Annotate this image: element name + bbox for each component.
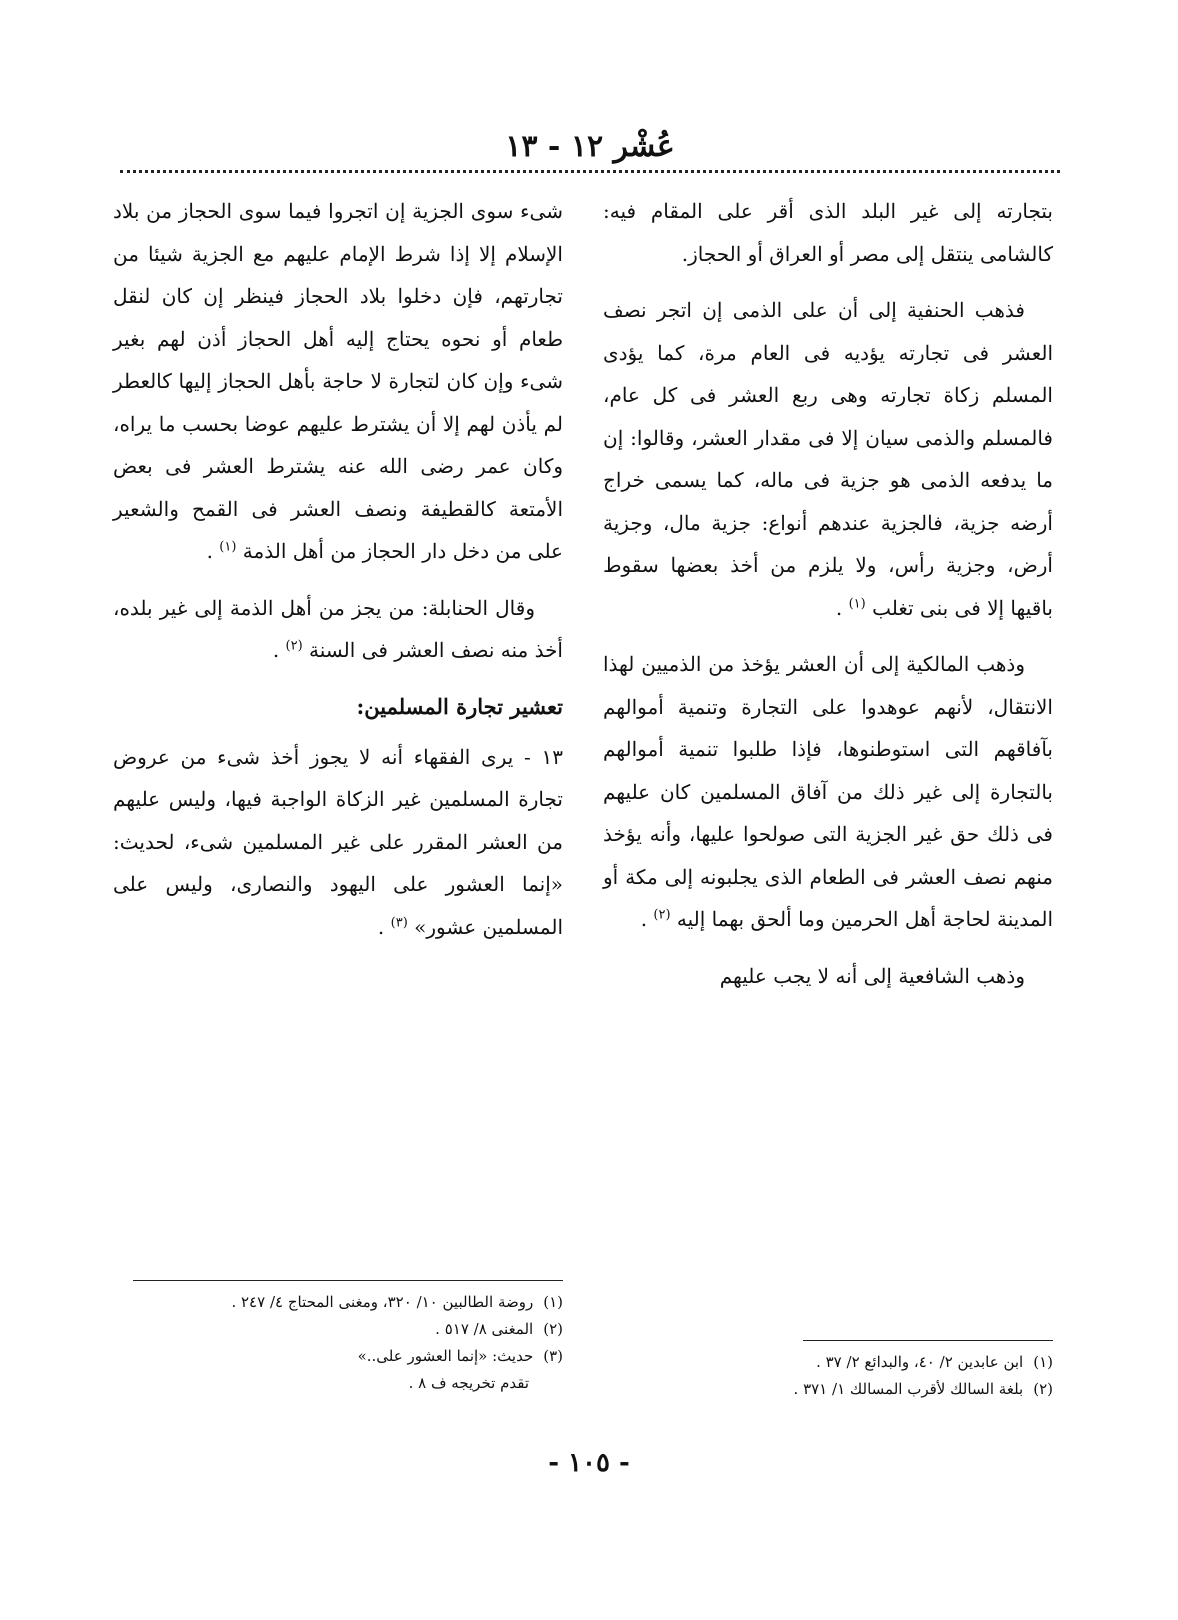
header-dotted-rule [120, 170, 1060, 173]
paragraph-text: وذهب المالكية إلى أن العشر يؤخذ من الذميين لهذا الانتقال، لأنهم عوهدوا على التجارة وتنمية أموالهم بآفاقهم التى استوطنوها، فإذا طلبوا تنمية أموالهم بالتجارة إلى غير ذلك من آفاق المسلمين كان عليهم فى ذلك حق غير الجزية التى صولحوا عليها، وأنه يؤخذ منهم نصف العشر فى الطعام الذى يجلبونه إلى مكة أو المدينة لحاجة أهل الحرمين وما ألحق بهما إليه [603, 652, 1053, 931]
footnote-number: (٢) [543, 1320, 563, 1338]
paragraph: شىء سوى الجزية إن اتجروا فيما سوى الحجاز من بلاد الإسلام إلا إذا شرط الإمام عليهم مع الجزية شيئا من تجارتهم، فإن دخلوا بلاد الحجاز فينظر إن كان لنقل طعام أو نحوه يحتاج إليه أهل الحجاز أذن لهم بغير شىء وإن كان لتجارة لا حاجة بأهل الحجاز إليها كالعطر لم يأذن لهم إلا أن يشترط عليهم عوضا بحسب ما يراه، وكان عمر رضى الله عنه يشترط العشر فى بعض الأمتعة كالقطيفة ونصف العشر فى القمح والشعير على من دخل دار الحجاز من أهل الذمة $^{(١)}$ . [113, 199, 563, 563]
footnote-number: (٢) [1033, 1380, 1053, 1398]
paragraph-text: شىء سوى الجزية إن اتجروا فيما سوى الحجاز من بلاد الإسلام إلا إذا شرط الإمام عليهم مع الجزية شيئا من تجارتهم، فإن دخلوا بلاد الحجاز فينظر إن كان لنقل طعام أو نحوه يحتاج إليه أهل الحجاز أذن لهم بغير شىء وإن كان لتجارة لا حاجة بأهل الحجاز إليها كالعطر لم يأذن لهم إلا أن يشترط عليهم عوضا بحسب ما يراه، وكان عمر رضى الله عنه يشترط العشر فى بعض الأمتعة كالقطيفة ونصف العشر فى القمح والشعير على من دخل دار الحجاز من أهل الذمة [113, 199, 563, 563]
section-heading: تعشير تجارة المسلمين: [356, 693, 563, 719]
paragraph-text: فذهب الحنفية إلى أن على الذمى إن اتجر نصف العشر فى تجارته يؤديه فى العام مرة، كما يؤدى المسلم زكاة تجارته وهى ربع العشر فى كل عام، فالمسلم والذمى سيان إلا فى مقدار العشر، وقالوا: إن ما يدفعه الذمى هو جزية فى ماله، كما يسمى خراج أرضه جزية، فالجزية عندهم أنواع: جزية مال، وجزية أرض، وجزية رأس، ولا يلزم من أخذ بعضها سقوط باقيها إلا فى بنى تغلب [603, 298, 1053, 620]
footnote-ref[interactable]: (٢) [285, 638, 303, 654]
footnote [113, 1343, 563, 1370]
footnote-number: (١) [1033, 1353, 1053, 1371]
footnote-number: (١) [543, 1293, 563, 1311]
footnote-number: (٣) [543, 1347, 563, 1365]
footnote-continuation: تقدم تخريجه ف ٨ . [408, 1374, 529, 1392]
footnote-text: حديث: «إنما العشور على..» [357, 1347, 534, 1365]
footnote-text: بلغة السالك لأقرب المسالك ١/ ٣٧١ . [793, 1380, 1024, 1398]
footnote [113, 1316, 563, 1343]
footnote-ref[interactable]: (٢) [653, 907, 671, 923]
paragraph: فذهب الحنفية إلى أن على الذمى إن اتجر نصف العشر فى تجارته يؤديه فى العام مرة، كما يؤدى المسلم زكاة تجارته وهى ربع العشر فى كل عام، فالمسلم والذمى سيان إلا فى مقدار العشر، وقالوا: إن ما يدفعه الذمى هو جزية فى ماله، كما يسمى خراج أرضه جزية، فالجزية عندهم أنواع: جزية مال، وجزية أرض، وجزية رأس، ولا يلزم من أخذ بعضها سقوط باقيها إلا فى بنى تغلب $^{(١)}$ . [603, 298, 1053, 620]
footnote-separator [803, 1340, 1053, 1341]
paragraph-text: ١٣ - يرى الفقهاء أنه لا يجوز أخذ شىء من عروض تجارة المسلمين غير الزكاة الواجبة فيها، وليس عليهم من العشر المقرر على غير المسلمين شىء، لحديث: «إنما العشور على اليهود والنصارى، وليس على المسلمين عشور» [113, 744, 563, 939]
paragraph: بتجارته إلى غير البلد الذى أقر على المقام فيه: كالشامى ينتقل إلى مصر أو العراق أو الحجاز. [603, 199, 1053, 266]
footnote-text: ابن عابدين ٢/ ٤٠، والبدائع ٢/ ٣٧ . [816, 1353, 1024, 1371]
footnote [633, 1376, 1053, 1403]
paragraph: وذهب الشافعية إلى أنه لا يجب عليهم [719, 963, 1025, 988]
footnote [113, 1289, 563, 1316]
page-header: عُشْر ١٢ - ١٣ [505, 129, 675, 164]
footnote-separator [133, 1280, 563, 1281]
left-column [113, 190, 563, 962]
paragraph: وقال الحنابلة: من يجز من أهل الذمة إلى غير بلده، أخذ منه نصف العشر فى السنة $^{(٢)}$ . [113, 595, 563, 662]
footnote-text: روضة الطالبين ١٠/ ٣٢٠، ومغنى المحتاج ٤/ ٢٤٧ . [231, 1293, 534, 1311]
right-column [603, 190, 1053, 1011]
paragraph-text: وقال الحنابلة: من يجز من أهل الذمة إلى غير بلده، أخذ منه نصف العشر فى السنة [113, 595, 563, 662]
footnote-ref[interactable]: (١) [219, 539, 237, 555]
footnote-ref[interactable]: (١) [848, 595, 866, 611]
footnote [633, 1349, 1053, 1376]
paragraph: ١٣ - يرى الفقهاء أنه لا يجوز أخذ شىء من عروض تجارة المسلمين غير الزكاة الواجبة فيها، وليس عليهم من العشر المقرر على غير المسلمين شىء، لحديث: «إنما العشور على اليهود والنصارى، وليس على المسلمين عشور» $^{(٣)}$ . [113, 744, 563, 939]
footnote-text: المغنى ٨/ ٥١٧ . [435, 1320, 534, 1338]
paragraph: وذهب المالكية إلى أن العشر يؤخذ من الذميين لهذا الانتقال، لأنهم عوهدوا على التجارة وتنمية أموالهم بآفاقهم التى استوطنوها، فإذا طلبوا تنمية أموالهم بالتجارة إلى غير ذلك من آفاق المسلمين كان عليهم فى ذلك حق غير الجزية التى صولحوا عليها، وأنه يؤخذ منهم نصف العشر فى الطعام الذى يجلبونه إلى مكة أو المدينة لحاجة أهل الحرمين وما ألحق بهما إليه $^{(٢)}$ . [603, 652, 1053, 931]
footnotes-left [113, 1280, 563, 1397]
footnote-ref[interactable]: (٣) [390, 914, 408, 930]
page-number: - ١٠٥ - [548, 1448, 630, 1478]
footnotes-right [633, 1340, 1053, 1403]
